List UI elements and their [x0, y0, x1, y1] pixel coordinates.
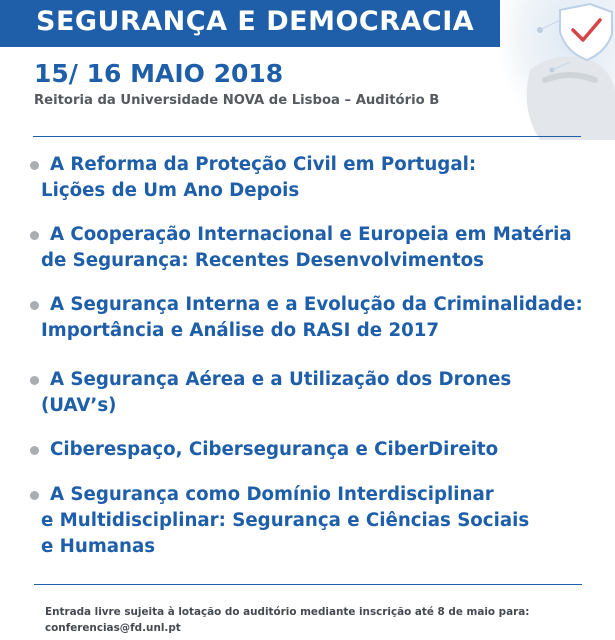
- bullet-icon: [30, 446, 39, 455]
- topic-line: (UAV’s): [41, 395, 117, 416]
- page-title: SEGURANÇA E DEMOCRACIA: [36, 6, 475, 37]
- bullet-icon: [30, 161, 39, 170]
- topic-line: A Cooperação Internacional e Europeia em Matéria: [50, 224, 572, 245]
- bullet-icon: [30, 376, 39, 385]
- topic-line: A Segurança como Domínio Interdisciplinar: [50, 484, 494, 505]
- bullet-icon: [30, 301, 39, 310]
- bullet-icon: [30, 231, 39, 240]
- list-item: [30, 367, 511, 419]
- topic-line: Ciberespaço, Cibersegurança e CiberDireito: [50, 439, 499, 460]
- bullet-icon: [30, 491, 39, 500]
- topic-line: e Multidisciplinar: Segurança e Ciências Sociais: [41, 510, 530, 531]
- list-item: [30, 292, 583, 344]
- divider-bottom: [34, 584, 582, 585]
- topic-line: de Segurança: Recentes Desenvolvimentos: [41, 250, 484, 271]
- topic-line: e Humanas: [41, 536, 156, 557]
- divider-top: [33, 136, 581, 137]
- topic-line: Importância e Análise do RASI de 2017: [41, 320, 440, 341]
- contact-email[interactable]: conferencias@fd.unl.pt: [45, 622, 181, 634]
- list-item: [30, 437, 498, 463]
- list-item: [30, 482, 529, 560]
- event-date: 15/ 16 MAIO 2018: [34, 59, 284, 88]
- list-item: [30, 152, 476, 204]
- registration-text: Entrada livre sujeita à lotação do auditório mediante inscrição até 8 de maio para:: [45, 606, 530, 618]
- topic-line: Lições de Um Ano Depois: [41, 180, 300, 201]
- list-item: [30, 222, 572, 274]
- topic-line: A Reforma da Proteção Civil em Portugal:: [50, 154, 477, 175]
- topic-line: A Segurança Interna e a Evolução da Criminalidade:: [50, 294, 583, 315]
- security-shield-graphic: [500, 0, 615, 140]
- topic-line: A Segurança Aérea e a Utilização dos Drones: [50, 369, 512, 390]
- registration-note: [45, 604, 529, 636]
- event-venue: Reitoria da Universidade NOVA de Lisboa – Auditório B: [34, 93, 440, 108]
